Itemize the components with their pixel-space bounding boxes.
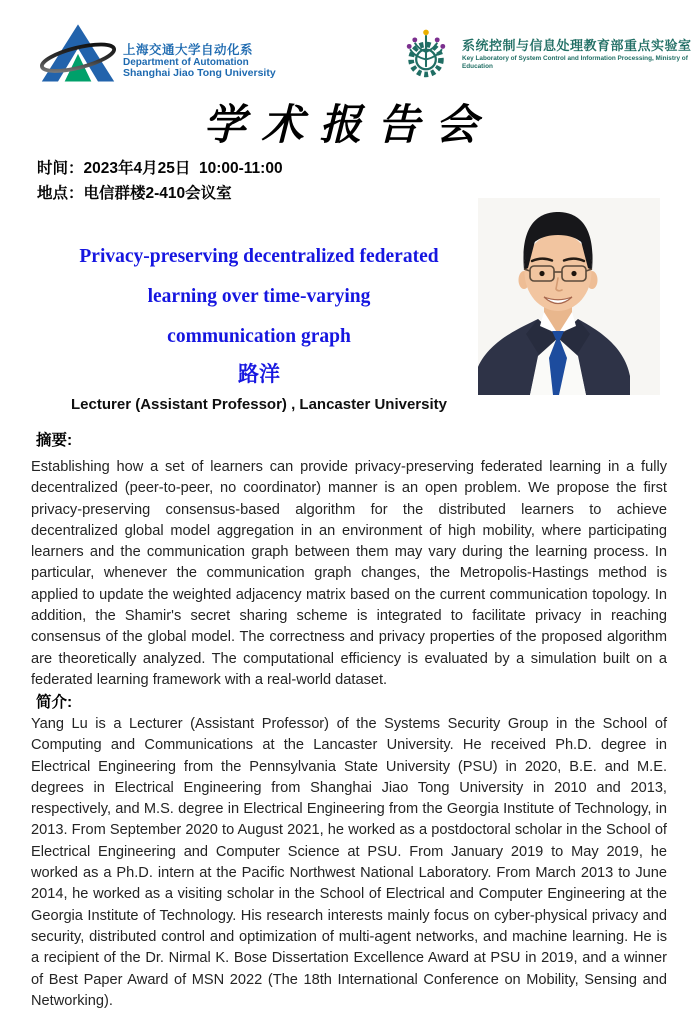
location-label: 地点： bbox=[37, 184, 84, 202]
abstract-heading: 摘要: bbox=[36, 432, 73, 449]
time-value: 2023年4月25日 10:00-11:00 bbox=[83, 160, 283, 177]
lab-logo-en-name: Key Laboratory of System Control and Information Processing, Ministry of Education bbox=[462, 54, 688, 70]
key-laboratory-logo bbox=[398, 24, 697, 85]
talk-title-line1: Privacy-preserving decentralized federated bbox=[79, 246, 439, 267]
speaker-photo bbox=[478, 198, 660, 395]
talk-title-line3: communication graph bbox=[167, 326, 351, 347]
bio-heading: 简介: bbox=[36, 694, 73, 711]
event-location-row bbox=[37, 182, 283, 207]
bio-text: Yang Lu is a Lecturer (Assistant Professor) of the Systems Security Group in the School of Computing and Communications at the Lancaster University. He received Ph.D. degree in Electrical Engineering from the Pennsylvania State University (PSU) in 2020, B.E. and M.E. degrees in Electrical Engineering from Shanghai Jiao Tong University in 2010 and 2013, respectively, and M.S. degree in Electrical Engineering from the Georgia Institute of Technology, in 2013. From September 2020 to August 2021, he worked as a postdoctoral scholar in the School of Electrical Engineering and Computer Science at PSU. From January 2019 to May 2019, he worked as a Ph.D. intern at the Pacific Northwest National Laboratory. From March 2013 to June 2014, he worked as a visiting scholar in the School of Electrical and Computer Engineering at the Georgia Institute of Technology. His research interests mainly focus on cyber-physical privacy and security, distributed control and optimization of multi-agent networks, and machine learning. He is a recipient of the Dr. Nirmal K. Bose Dissertation Excellence Award at PSU in 2019, and a winner of Best Paper Award of MSN 2022 (The 18th International Conference on Mobility, Sensing and Networking). bbox=[31, 716, 667, 1009]
abstract-text: Establishing how a set of learners can provide privacy-preserving federated learning in a fully decentralized (peer-to-peer, no coordinator) manner is an open problem. We propose the first privacy-preserving consensus-based algorithm for the distributed learners to achieve decentralized global model aggregation in an environment of high mobility, where participating learners and the communication graph between them may vary during the learning process. In particular, whenever the communication graph changes, the Metropolis-Hastings method is applied to update the weighted adjacency matrix based on the current communication topology. In addition, the Shamir's secret sharing scheme is integrated to facilitate privacy in reaching consensus of the global model. The correctness and privacy properties of the proposed algorithm are theoretically analyzed. The computational efficiency is evaluated by a simulation built on a federated learning framework with a real-world dataset. bbox=[31, 459, 667, 688]
sjtu-logo-en-line1: Department of Automation bbox=[123, 57, 249, 69]
banner-title: 学术报告会 bbox=[203, 100, 494, 149]
sjtu-automation-logo-icon bbox=[38, 22, 118, 87]
event-time-row bbox=[37, 157, 283, 182]
speaker-name: 路洋 bbox=[238, 363, 280, 386]
gear-circuit-icon bbox=[398, 24, 454, 85]
talk-header bbox=[30, 237, 488, 413]
talk-title-line2: learning over time-varying bbox=[147, 286, 371, 307]
sjtu-logo-en-line2: Shanghai Jiao Tong University bbox=[123, 67, 276, 80]
speaker-affiliation: Lecturer (Assistant Professor) , Lancaster University bbox=[71, 396, 447, 413]
time-label: 时间： bbox=[37, 160, 84, 177]
location-value: 电信群楼2-410会议室 bbox=[83, 184, 232, 202]
event-info bbox=[37, 157, 283, 206]
sjtu-logo-cn-name: 上海交通大学自动化系 bbox=[123, 43, 254, 58]
lab-logo-cn-name: 系统控制与信息处理教育部重点实验室 bbox=[462, 38, 692, 54]
sjtu-automation-logo bbox=[38, 22, 276, 87]
